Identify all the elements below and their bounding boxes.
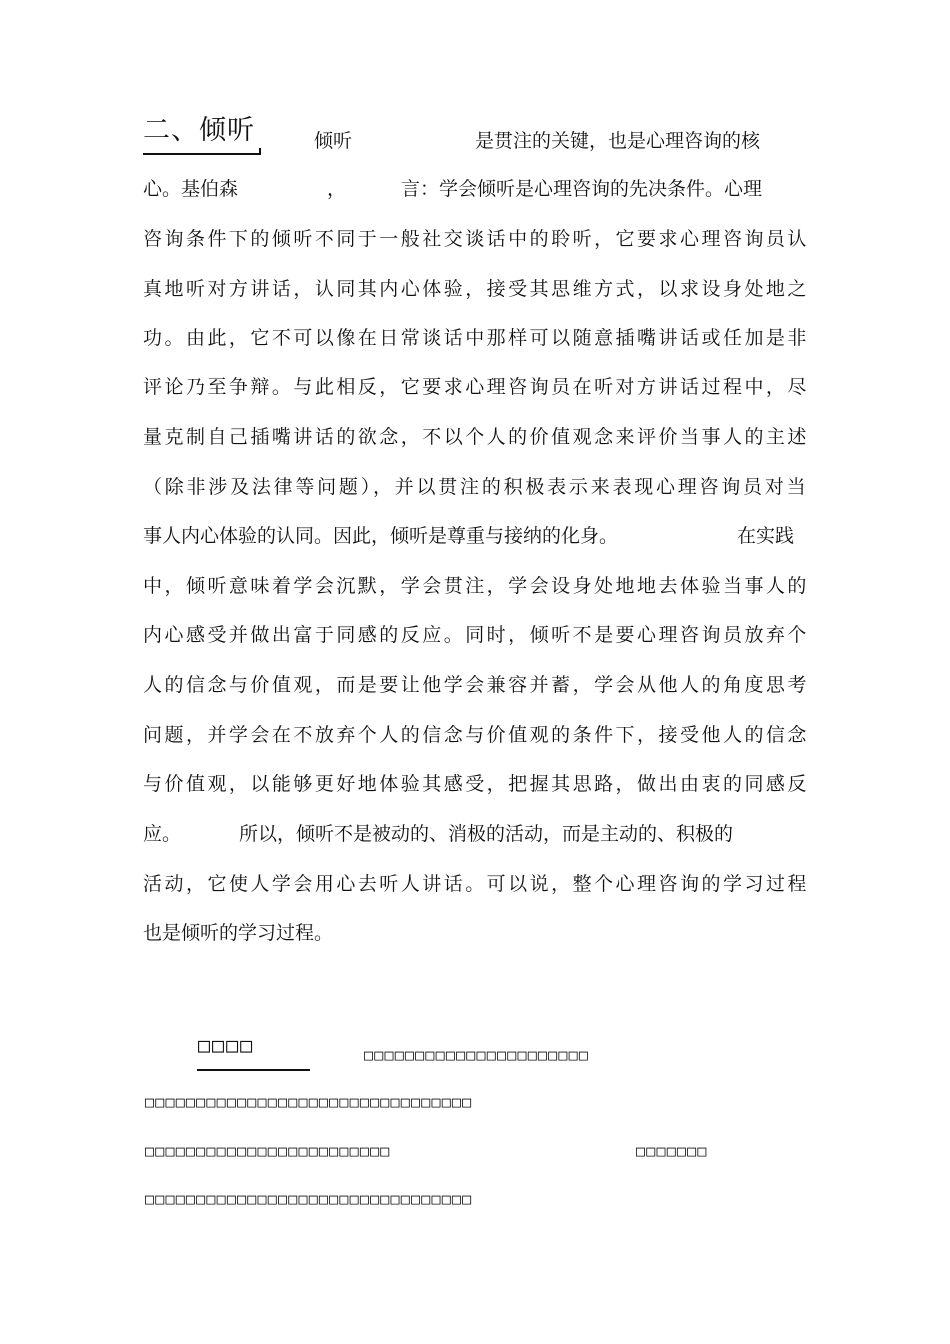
paragraph-line: 中，倾听意味着学会沉默，学会贯注，学会设身处地地去体验当事人的 [143,575,809,597]
paragraph-line: 活动，它使人学会用心去听人讲话。可以说，整个心理咨询的学习过程 [143,873,809,895]
paragraph-line: （除非涉及法律等问题），并以贯注的积极表示来表现心理咨询员对当 [143,476,809,498]
text-fragment: 心。基伯森 [143,178,239,200]
paragraph-line: 评论乃至争辩。与此相反，它要求心理咨询员在听对方讲话过程中，尽 [143,376,809,398]
text-fragment: 所以，倾听不是被动的、消极的活动，而是主动的、积极的 [239,823,734,845]
paragraph-line [143,174,813,204]
paragraph-line: 真地听对方讲话，认同其内心体验，接受其思维方式，以求设身处地之 [143,278,809,300]
text-fragment: 倾听 [314,130,353,152]
paragraph-line: 量克制自己插嘴讲话的欲念，不以个人的价值观念来评价当事人的主述 [143,426,809,448]
garbled-line: □□□□□□□ [636,1142,708,1160]
paragraph-line [143,521,813,551]
garbled-line: □□□□□□□□□□□□□□□□□□□□□□□□□□□□□□□□ [145,1190,473,1208]
text-fragment: 言：学会倾听是心理咨询的先决条件。心理 [401,178,763,200]
paragraph-line: 与价值观，以能够更好地体验其感受，把握其思路，做出由衷的同感反 [143,773,809,795]
paragraph-line: 内心感受并做出富于同感的反应。同时，倾听不是要心理咨询员放弃个 [143,624,809,646]
paragraph-line: 人的信念与价值观，而是要让他学会兼容并蓄，学会从他人的角度思考 [143,674,809,696]
text-fragment: ， [327,178,347,200]
section-heading: 二、倾听 [143,115,255,146]
paragraph-line: 功。由此，它不可以像在日常谈话中那样可以随意插嘴讲话或任加是非 [143,327,809,349]
text-fragment: 在实践 [737,525,795,547]
garbled-heading-underline [197,1069,310,1071]
garbled-heading: □□□□ [198,1033,255,1057]
paragraph-line: 也是倾听的学习过程。 [143,922,334,944]
paragraph-line: 咨询条件下的倾听不同于一般社交谈话中的聆听，它要求心理咨询员认 [143,228,809,250]
text-fragment: 事人内心体验的认同。因此，倾听是尊重与接纳的化身。 [143,525,619,547]
text-fragment: 应。 [143,823,182,845]
paragraph-line [143,819,813,849]
paragraph-line [143,126,813,156]
garbled-line: □□□□□□□□□□□□□□□□□□□□□□□□ [145,1142,391,1160]
paragraph-line: 问题，并学会在不放弃个人的信念与价值观的条件下，接受他人的信念 [143,724,809,746]
garbled-line: □□□□□□□□□□□□□□□□□□□□□□□□□□□□□□□□ [145,1093,473,1111]
text-fragment: 是贯注的关键，也是心理咨询的核 [475,130,761,152]
garbled-line: □□□□□□□□□□□□□□□□□□□□□□ [364,1046,590,1064]
